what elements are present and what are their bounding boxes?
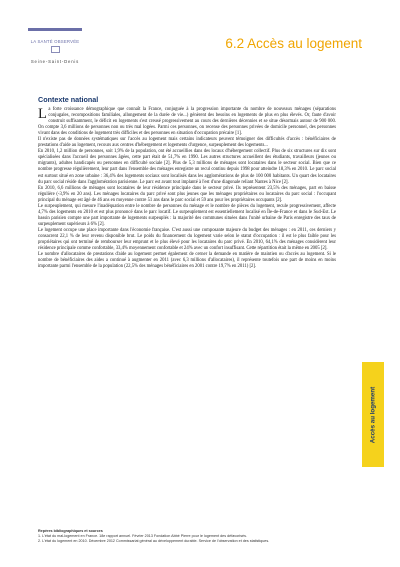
references-title: Repères bibliographiques et sources [38, 529, 103, 533]
reference-item: 2. L'état du logement en 2010. Décembre 2012 Commissariat général au développement durable. Service de l'observation et des statistiques. [38, 539, 270, 543]
paragraph-text: a forte croissance démographique que connaît la France, conjuguée à la progression importante du nombre de nouveaux ménages (séparations conjugales, recompositions familiales, allongement de la durée de vie...) génèrent des besoins en logements de plus en plus élevés. Or, faute d'avoir construit suffisamment, le déficit en logements s'est creusé progressivement au cours des dernières décennies et se situe désormais autour de 900 000. On compte 3,6 millions de personnes non ou très mal logées. Parmi ces personnes, on recense des personnes privées de domicile personnel, des personnes vivant dans des conditions de logement très difficiles et des personnes en situation d'occupation précaire [1]. [38, 107, 336, 137]
references [38, 529, 338, 544]
reference-item: 1. L'état du mal-logement en France. 18e rapport annuel. Février 2013 Fondation Abbé Pierre pour le logement des défavorisés. [38, 534, 247, 538]
side-tab-label: Accès au logement [369, 386, 377, 443]
drop-cap: L [38, 106, 47, 122]
logo-title: LA SANTÉ OBSERVÉE [30, 39, 80, 44]
paragraph: En 2010, 6,6 millions de ménages sont locataires de leur résidence principale dans le secteur privé. Ils représentent 23,5% des ménages, part en baisse régulière (-3,9% en 20 ans). Les ménages locataires du parc privé sont plus jeunes que les ménages propriétaires ou locataires du parc social : l'occupant principal du ménage est âgé de 46 ans en moyenne contre 51 ans dans le parc social et 59 ans pour les propriétaires occupants [2]. [38, 185, 336, 203]
logo-emblem-icon [51, 46, 60, 53]
logo-subtitle: Seine-Saint-Denis [30, 59, 80, 64]
paragraph: Le nombre d'allocataires de prestations d'aide au logement permet également de cerner la demande en matière de maintien ou d'accès au logement. Si le nombre de bénéficiaires des aides a continué à augmenter en 2011 (avec 6,3 millions d'allocataires), il représente toutefois une part de moins en moins importante parmi l'ensemble de la population (22,5% des ménages bénéficiaires en 2001 contre 19,7% en 2011) [2]. [38, 252, 336, 270]
side-tab [362, 362, 384, 467]
paragraph: Le surpeuplement, qui mesure l'inadéquation entre le nombre de personnes du ménage et le nombre de pièces du logement, recule progressivement, affecte 4,7% des logements en 2010 et est plus prononcé dans le parc locatif. Le surpeuplement est essentiellement localisé en Île-de-France et dans le Sud-Est. Le bassin parisien compte une part importante de logements surpeuplés : la majorité des communes situées dans l'unité urbaine de Paris enregistre des taux de surpeuplement supérieurs à 6% [2]. [38, 203, 336, 227]
paragraph-intro [38, 107, 336, 137]
body-text [38, 107, 336, 270]
paragraph: En 2010, 1,2 million de personnes, soit 1,9% de la population, ont été accueillies dans des locaux d'hébergement collectif. Plus de six structures sur dix sont spécialisées dans l'accueil des personnes âgées, cette part était de 51,7% en 1990. Les autres structures accueillent des étudiants, travailleurs (jeunes ou migrants), adultes handicapés ou personnes en difficulté sociale [2]. Plus de 5,3 millions de ménages sont locataires dans le secteur social. Bien que ce nombre progresse régulièrement, leur part dans l'ensemble des ménages enregistre un recul continu depuis 1998 pour atteindre 18,3% en 2010. Le parc social est surtout situé en zone urbaine : 36,4% des logements sociaux sont localisés dans les agglomérations de plus de 100 000 habitants. Un quart des locataires du parc social réside dans l'agglomération parisienne. Le parc est avant tout implanté à l'est d'une diagonale reliant Nantes à Nice [2]. [38, 149, 336, 185]
chapter-title: 6.2 Accès au logement [225, 36, 362, 51]
paragraph: Le logement occupe une place importante dans l'économie française. C'est aussi une composante majeure du budget des ménages : en 2011, ces derniers y consacrent 22,1 % de leur revenu disponible brut. Le poids du financement du logement varie selon le statut d'occupation : il est le plus faible pour les propriétaires qui ont terminé de rembourser leur emprunt et le plus élevé pour les locataires du parc privé. En 2010, 64,1% des ménages considèrent leur résidence principale comme confortable, 33,4% moyennement confortable et 24% avec un confort insuffisant. Cette répartition était la même en 2005 [2]. [38, 227, 336, 252]
logo [28, 28, 82, 70]
paragraph: Il n'existe pas de données systématiques sur l'accès au logement mais certains indicateurs peuvent témoigner des difficultés d'accès : bénéficiaires de prestations d'aide au logement, recours aux centres d'hébergement et logements d'urgence, surpeuplement des logements... [38, 137, 336, 149]
section-title: Contexte national [38, 95, 99, 104]
